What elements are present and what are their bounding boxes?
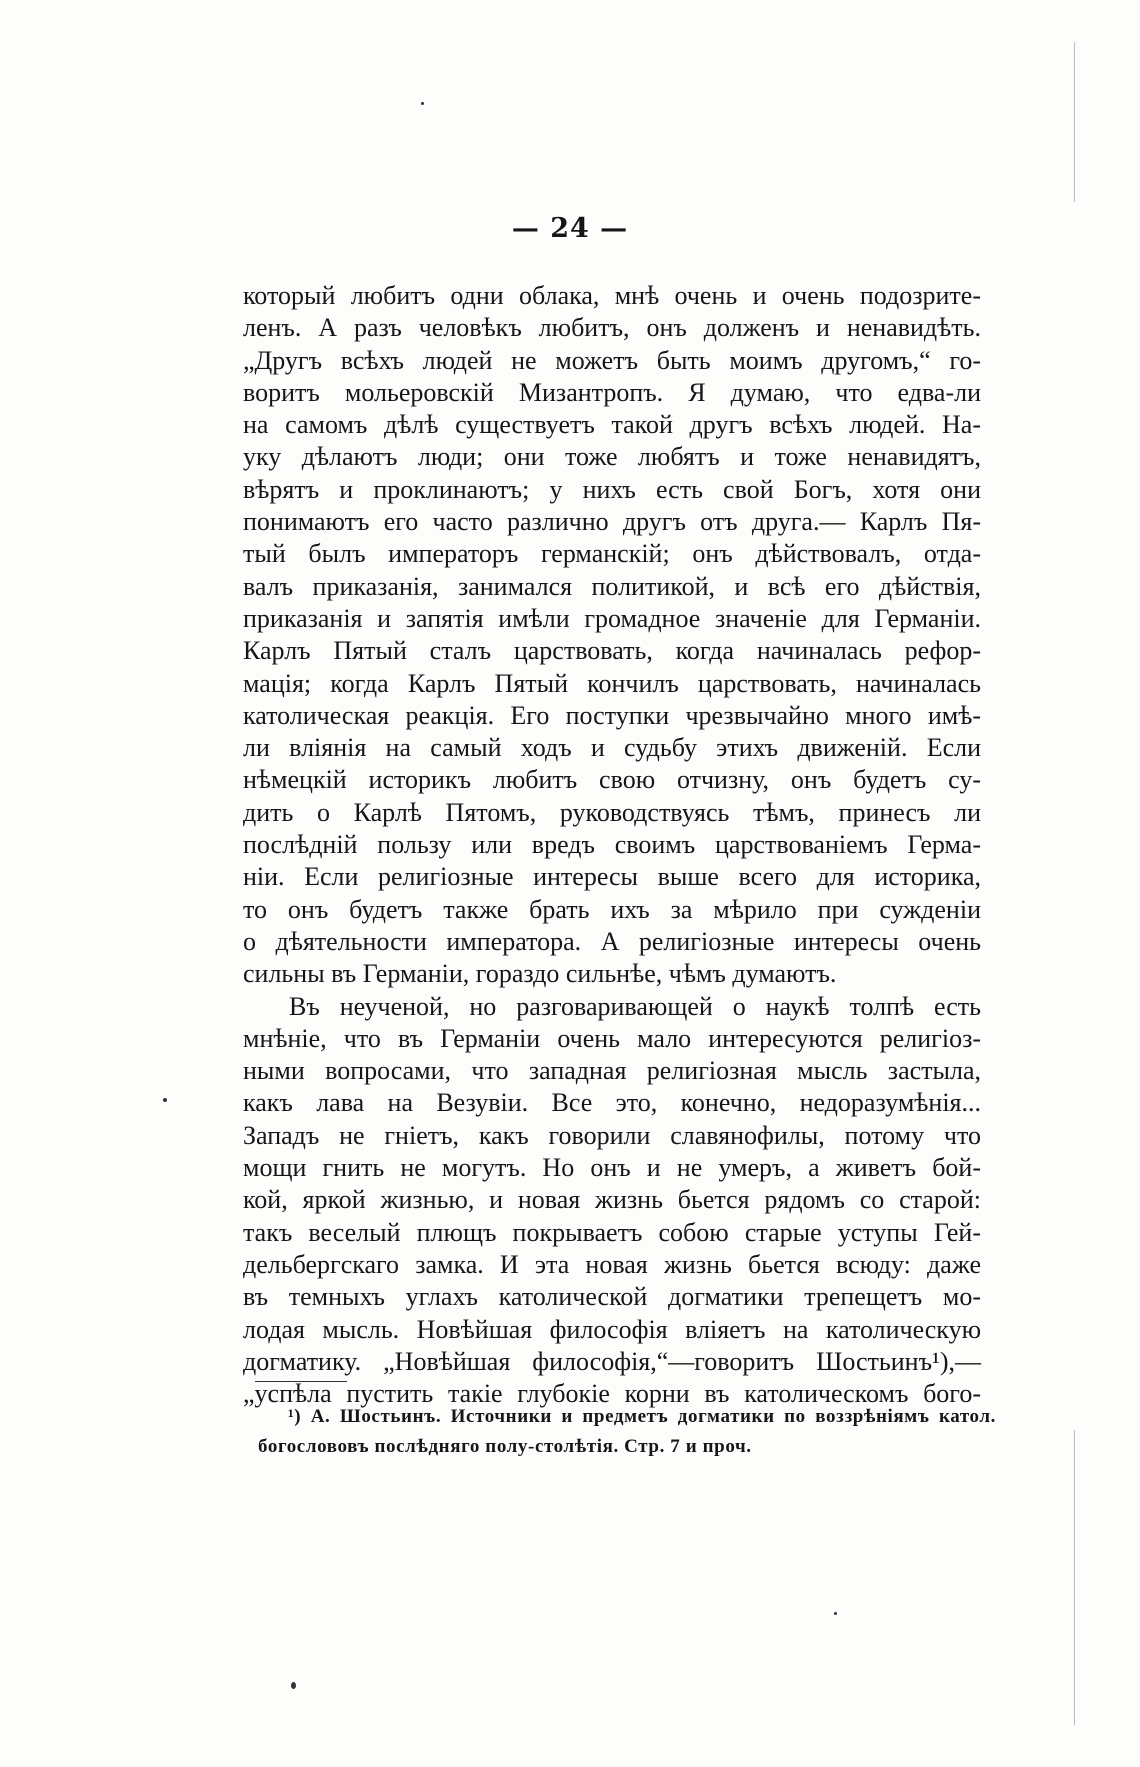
text-line: дить о Карлѣ Пятомъ, руководствуясь тѣмъ, принесъ ли	[243, 797, 981, 827]
text-line: такъ веселый плющъ покрываетъ собою старые уступы Гей-	[243, 1217, 981, 1247]
text-line: догматику. „Новѣйшая философія,“—говоритъ Шостьинъ¹),—	[243, 1346, 981, 1376]
text-line: послѣдній пользу или вредъ своимъ царствованіемъ Герма-	[243, 830, 981, 860]
body-text	[243, 280, 981, 1410]
text-line: то онъ будетъ также брать ихъ за мѣрило при сужденіи	[243, 894, 981, 924]
text-line: на самомъ дѣлѣ существуетъ такой другъ всѣхъ людей. На-	[243, 410, 981, 440]
text-line: ленъ. А разъ человѣкъ любитъ, онъ долженъ и ненавидѣть.	[243, 313, 981, 343]
text-line: мощи гнить не могутъ. Но онъ и не умеръ, а живетъ бой-	[243, 1153, 981, 1183]
text-line: католическая реакція. Его поступки чрезвычайно много имѣ-	[243, 700, 981, 730]
footnote-line: ¹) А. Шостьинъ. Источники и предметъ догматики по воззрѣніямъ катол.	[288, 1406, 996, 1427]
text-line: нѣмецкій историкъ любитъ свою отчизну, онъ будетъ су-	[243, 765, 981, 795]
text-line: приказанія и запятія имѣли громадное значеніе для Германіи.	[243, 603, 981, 633]
footnote	[258, 1402, 996, 1462]
footnote-divider	[255, 1381, 347, 1382]
text-line: ли вліянія на самый ходъ и судьбу этихъ движеній. Если	[243, 733, 981, 763]
scan-speck	[834, 1612, 837, 1615]
scan-speck	[291, 1682, 296, 1689]
text-line: вѣрятъ и проклинаютъ; у нихъ есть свой Богъ, хотя они	[243, 474, 981, 504]
text-line: валъ приказанія, занимался политикой, и всѣ его дѣйствія,	[243, 571, 981, 601]
text-line: дельбергскаго замка. И эта новая жизнь бьется всюду: даже	[243, 1249, 981, 1279]
paragraph-start-line: Въ неученой, но разговаривающей о наукѣ толпѣ есть	[289, 991, 981, 1021]
paragraph-end-line: сильны въ Германіи, гораздо сильнѣе, чѣмъ думаютъ.	[243, 959, 837, 989]
text-line: ными вопросами, что западная религіозная мысль застыла,	[243, 1056, 981, 1086]
text-line: о дѣятельности императора. А религіозные интересы очень	[243, 926, 981, 956]
text-line: Западъ не гніетъ, какъ говорили славянофилы, потому что	[243, 1120, 981, 1150]
text-line: какъ лава на Везувіи. Все это, конечно, недоразумѣнія...	[243, 1088, 981, 1118]
text-line: мація; когда Карлъ Пятый кончилъ царствовать, начиналась	[243, 668, 981, 698]
page-number: — 24 —	[511, 213, 629, 244]
text-line: „успѣла пустить такіе глубокіе корни въ католическомъ бого-	[243, 1379, 981, 1409]
text-line: понимаютъ его часто различно другъ отъ друга.— Карлъ Пя-	[243, 507, 981, 537]
scan-edge-line	[1074, 1430, 1075, 1725]
text-line: который любитъ одни облака, мнѣ очень и очень подозрите-	[243, 281, 981, 310]
text-line: въ темныхъ углахъ католической догматики трепещетъ мо-	[243, 1282, 981, 1312]
text-line: кой, яркой жизнью, и новая жизнь бьется рядомъ со старой:	[243, 1185, 981, 1215]
scan-speck	[163, 1098, 167, 1102]
text-line: „Другъ всѣхъ людей не можетъ быть моимъ другомъ,“ го-	[243, 345, 981, 375]
text-line: тый былъ императоръ германскій; онъ дѣйствовалъ, отда-	[243, 539, 981, 569]
text-line: уку дѣлаютъ люди; они тоже любятъ и тоже ненавидятъ,	[243, 442, 981, 472]
scan-edge-line	[1074, 42, 1075, 202]
text-line: ніи. Если религіозные интересы выше всего для историка,	[243, 862, 981, 892]
text-line: лодая мысль. Новѣйшая философія вліяетъ на католическую	[243, 1314, 981, 1344]
text-line: воритъ мольеровскій Мизантропъ. Я думаю, что едва-ли	[243, 377, 981, 407]
text-line: Карлъ Пятый сталъ царствовать, когда начиналась рефор-	[243, 636, 981, 666]
scan-speck	[421, 102, 424, 105]
text-line: мнѣніе, что въ Германіи очень мало интересуются религіоз-	[243, 1023, 981, 1053]
footnote-line: богослововъ послѣдняго полу-столѣтія. Стр. 7 и проч.	[258, 1436, 752, 1457]
